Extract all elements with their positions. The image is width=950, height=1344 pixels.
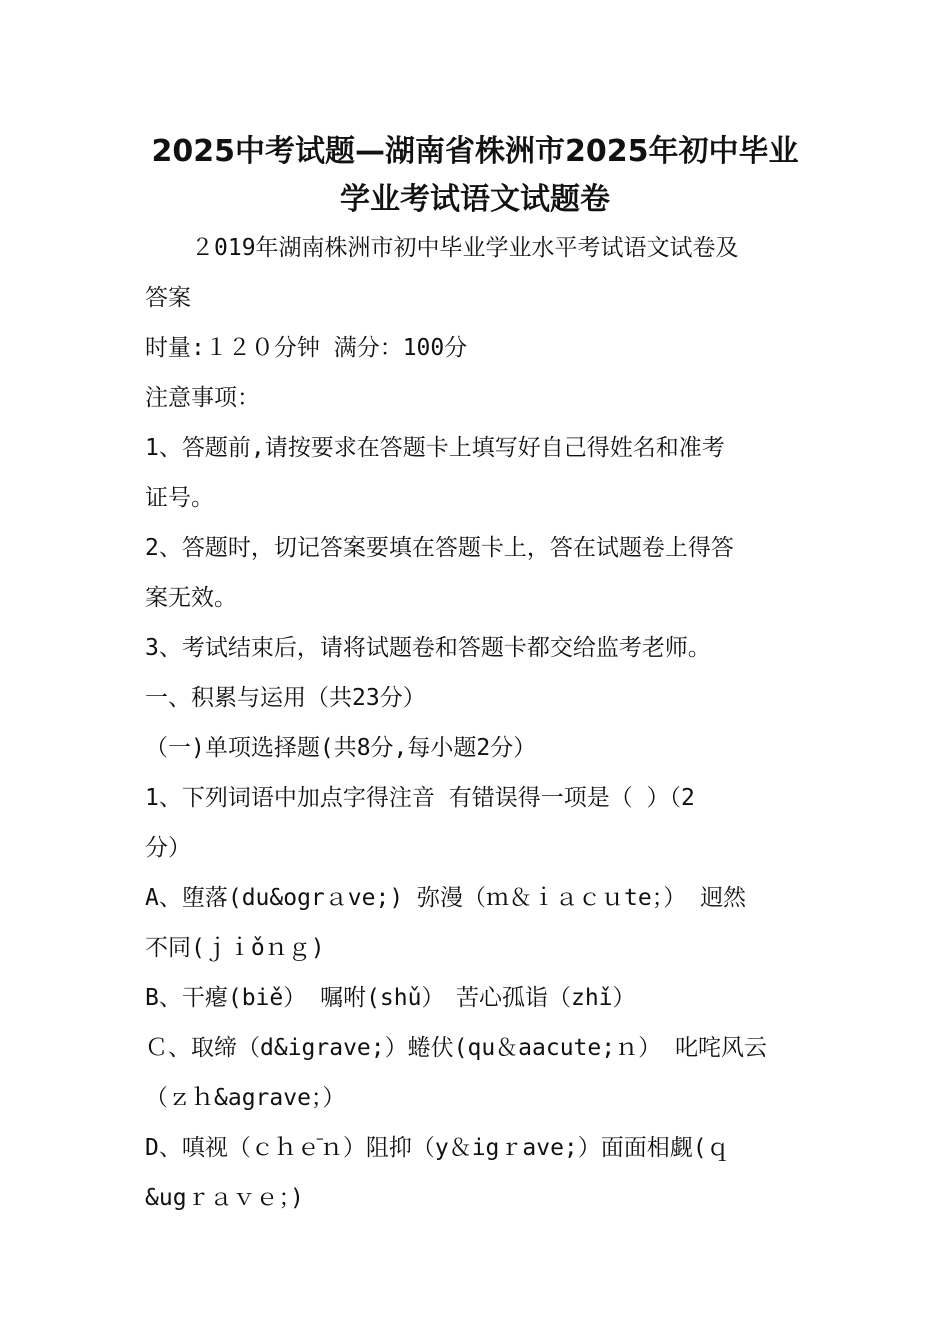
note-1: 1、答题前,请按要求在答题卡上填写好自己得姓名和准考 [145,435,725,461]
question-1: 1、下列词语中加点字得注音 有错误得一项是（ ）（2 [145,785,695,811]
subsection-heading: （一)单项选择题(共8分,每小题2分） [145,735,537,761]
question-1-continued: 分） [145,835,191,861]
note-1-continued: 证号。 [145,485,214,511]
exam-time-and-score: 时量:１２０分钟 满分：100分 [145,335,468,361]
option-a-continued: 不同(ｊｉǒｎｇ) [145,935,325,961]
document-title-line-1: 2025中考试题—湖南省株洲市2025年初中毕业 [151,134,799,169]
notes-heading: 注意事项： [145,385,260,411]
section-1-heading: 一、积累与运用（共23分） [145,685,426,711]
option-c-continued: （ｚｈ&agrave；） [145,1085,346,1111]
option-a: A、堕落(du&ogrａve;) 弥漫（ｍ＆ｉａｃｕte；） 迥然 [145,885,747,911]
option-b: B、干瘪(biě） 嘱咐(shǔ） 苦心孤诣（zhǐ） [145,985,636,1011]
note-2-continued: 案无效。 [145,585,237,611]
option-c: Ｃ、取缔（d&igrave;）蜷伏(qu＆aacute;ｎ） 叱咤风云 [145,1035,767,1061]
note-3: 3、考试结束后，请将试题卷和答题卡都交给监考老师。 [145,635,711,661]
document-title-line-2: 学业考试语文试题卷 [340,182,610,217]
intro-line: ２019年湖南株洲市初中毕业学业水平考试语文试卷及 [145,235,739,261]
option-d-continued: &ugｒａｖｅ；) [145,1185,304,1211]
note-2: 2、答题时，切记答案要填在答题卡上，答在试题卷上得答 [145,535,734,561]
option-d: D、嗔视（ｃｈｅ̄ｎ）阻抑（y＆igｒave;）面面相觑(ｑ [145,1135,730,1161]
intro-line-continued: 答案 [145,285,191,311]
